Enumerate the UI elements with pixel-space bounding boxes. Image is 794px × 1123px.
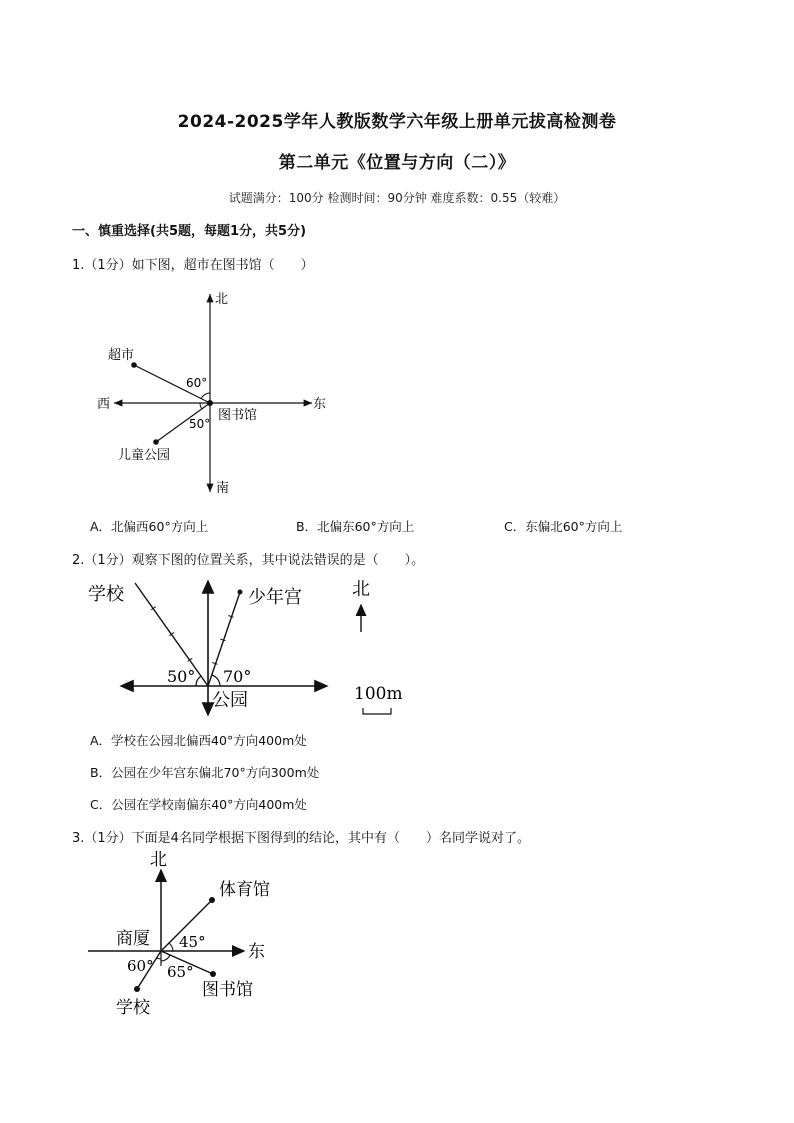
gym-dot xyxy=(209,897,215,903)
question-2-figure xyxy=(88,575,428,720)
question-1-option-c[interactable]: C．东偏北60°方向上 xyxy=(504,519,623,534)
label-park: 儿童公园 xyxy=(118,448,171,463)
angle-arc-65 xyxy=(161,955,170,961)
question-1-option-b[interactable]: B．北偏东60°方向上 xyxy=(296,519,415,534)
youth-palace-dot xyxy=(238,590,243,595)
park-dot xyxy=(153,439,159,445)
page-title: 2024-2025学年人教版数学六年级上册单元拔高检测卷 xyxy=(177,112,617,132)
label-angle-50: 50° xyxy=(167,667,196,686)
question-1-figure xyxy=(90,285,350,500)
section-heading: 一、慎重选择(共5题，每题1分，共5分) xyxy=(72,224,307,239)
label-angle-60: 60° xyxy=(186,376,208,390)
question-2-option-c[interactable]: C．公园在学校南偏东40°方向400m处 xyxy=(90,797,307,812)
label-west: 西 xyxy=(97,397,111,412)
label-angle-50: 50° xyxy=(189,417,211,431)
question-3-figure xyxy=(88,848,328,1020)
label-youth-palace: 少年宫 xyxy=(248,587,302,608)
angle-arc-45 xyxy=(169,943,173,951)
label-mall: 商厦 xyxy=(116,929,150,949)
label-north: 北 xyxy=(150,850,167,870)
label-south: 南 xyxy=(216,481,230,496)
label-angle-60: 60° xyxy=(127,957,154,975)
question-1-stem: 1.（1分）如下图，超市在图书馆（ ） xyxy=(72,258,314,273)
label-library: 图书馆 xyxy=(218,408,258,423)
unit-subtitle: 第二单元《位置与方向（二）》 xyxy=(278,153,516,173)
school-dot xyxy=(134,986,140,992)
label-school: 学校 xyxy=(116,998,150,1018)
library-dot xyxy=(210,971,216,977)
library-dot xyxy=(207,400,213,406)
label-north: 北 xyxy=(215,292,229,307)
question-2-stem: 2.（1分）观察下图的位置关系，其中说法错误的是（ ）。 xyxy=(72,553,425,568)
label-east: 东 xyxy=(313,397,327,412)
supermarket-dot xyxy=(131,362,137,368)
question-2-option-a[interactable]: A．学校在公园北偏西40°方向400m处 xyxy=(90,733,307,748)
label-supermarket: 超市 xyxy=(108,348,135,363)
label-park: 公园 xyxy=(212,690,248,711)
angle-arc-60 xyxy=(157,958,161,959)
angle-arc-70 xyxy=(212,675,220,686)
label-scale: 100m xyxy=(354,684,403,704)
angle-arc-60 xyxy=(201,393,210,399)
exam-meta: 试题满分：100分 检测时间：90分钟 难度系数：0.55（较难） xyxy=(228,191,566,205)
question-3-stem: 3.（1分）下面是4名同学根据下图得到的结论，其中有（ ）名同学说对了。 xyxy=(72,831,530,846)
question-1-option-a[interactable]: A．北偏西60°方向上 xyxy=(90,519,209,534)
label-school: 学校 xyxy=(88,584,124,605)
scale-bar xyxy=(363,708,391,714)
label-north: 北 xyxy=(352,579,370,600)
angle-arc-50 xyxy=(196,676,201,686)
label-angle-45: 45° xyxy=(179,933,206,951)
label-library: 图书馆 xyxy=(202,980,253,1000)
label-east: 东 xyxy=(248,942,265,962)
angle-arc-50 xyxy=(200,403,202,409)
label-angle-70: 70° xyxy=(223,667,252,686)
question-2-option-b[interactable]: B．公园在少年宫东偏北70°方向300m处 xyxy=(90,765,320,780)
label-angle-65: 65° xyxy=(167,963,194,981)
label-gym: 体育馆 xyxy=(219,880,270,900)
